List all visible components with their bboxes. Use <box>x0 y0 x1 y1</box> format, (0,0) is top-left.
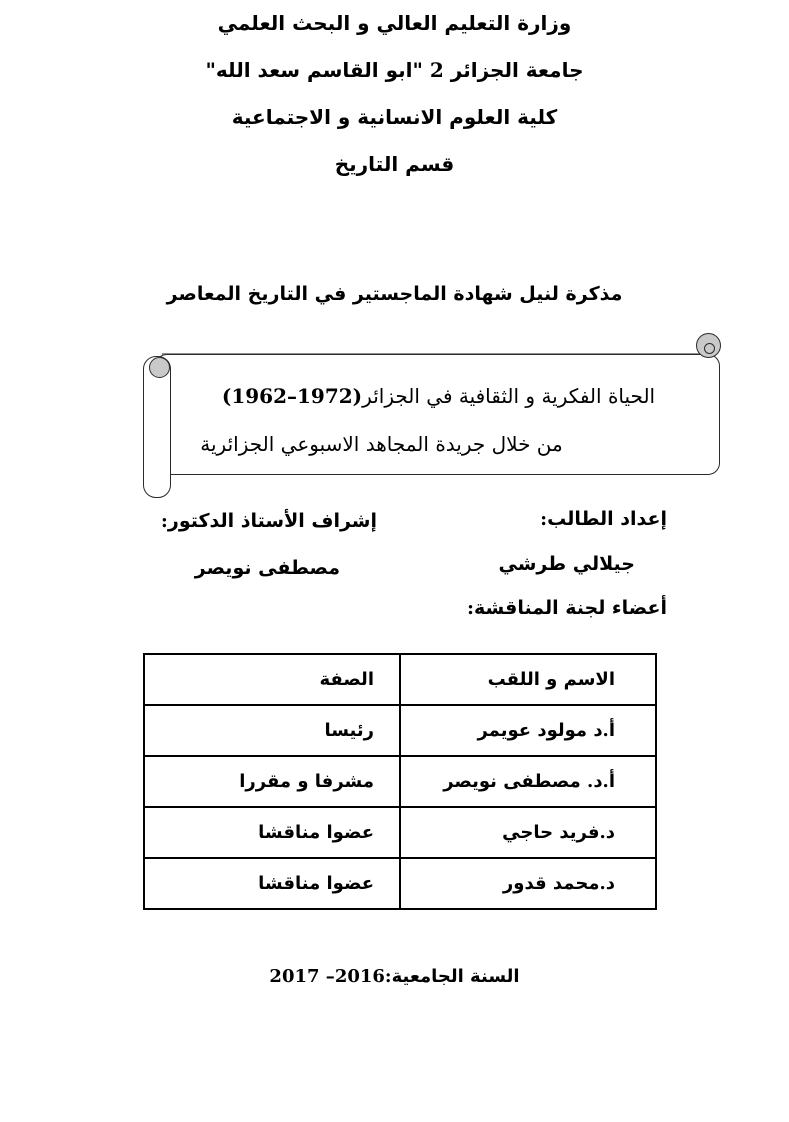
faculty-title: كلية العلوم الانسانية و الاجتماعية <box>231 105 558 129</box>
thesis-subtitle: من خلال جريدة المجاهد الاسبوعي الجزائرية <box>200 432 563 456</box>
scroll-left-roll-cap-icon <box>149 357 170 378</box>
department-title: قسم التاريخ <box>334 152 455 176</box>
scroll-banner-body <box>155 354 720 475</box>
member-role: مشرفا و مقررا <box>144 756 400 807</box>
thesis-type-line: مذكرة لنيل شهادة الماجستير في التاريخ المعاصر <box>166 283 623 305</box>
member-role: عضوا مناقشا <box>144 807 400 858</box>
committee-heading: أعضاء لجنة المناقشة: <box>467 597 667 619</box>
table-row <box>144 807 656 858</box>
member-role: عضوا مناقشا <box>144 858 400 909</box>
member-name: د.محمد قدور <box>400 858 656 909</box>
column-header-name: الاسم و اللقب <box>400 654 656 705</box>
thesis-title <box>155 384 718 408</box>
column-header-role: الصفة <box>144 654 400 705</box>
student-name: جيلالي طرشي <box>498 553 635 575</box>
ministry-title: وزارة التعليم العالي و البحث العلمي <box>217 11 572 35</box>
student-label: إعداد الطالب: <box>540 508 667 530</box>
supervisor-name: مصطفى نويصر <box>194 557 340 579</box>
academic-year: السنة الجامعية:2016– 2017 <box>269 966 520 987</box>
member-name: د.فريد حاجي <box>400 807 656 858</box>
table-row <box>144 858 656 909</box>
member-name: أ.د. مصطفى نويصر <box>400 756 656 807</box>
thesis-title-years: (1962–1972) <box>221 384 363 408</box>
thesis-title-text: الحياة الفكرية و الثقافية في الجزائر <box>362 384 656 408</box>
header-block <box>0 0 789 188</box>
supervisor-label: إشراف الأستاذ الدكتور: <box>160 510 377 532</box>
table-header-row <box>144 654 656 705</box>
committee-table <box>143 653 657 910</box>
scroll-curl-spiral-icon <box>704 343 715 354</box>
member-name: أ.د مولود عويمر <box>400 705 656 756</box>
table-row <box>144 705 656 756</box>
member-role: رئيسا <box>144 705 400 756</box>
table-row <box>144 756 656 807</box>
university-title: جامعة الجزائر 2 "ابو القاسم سعد الله" <box>205 58 584 82</box>
